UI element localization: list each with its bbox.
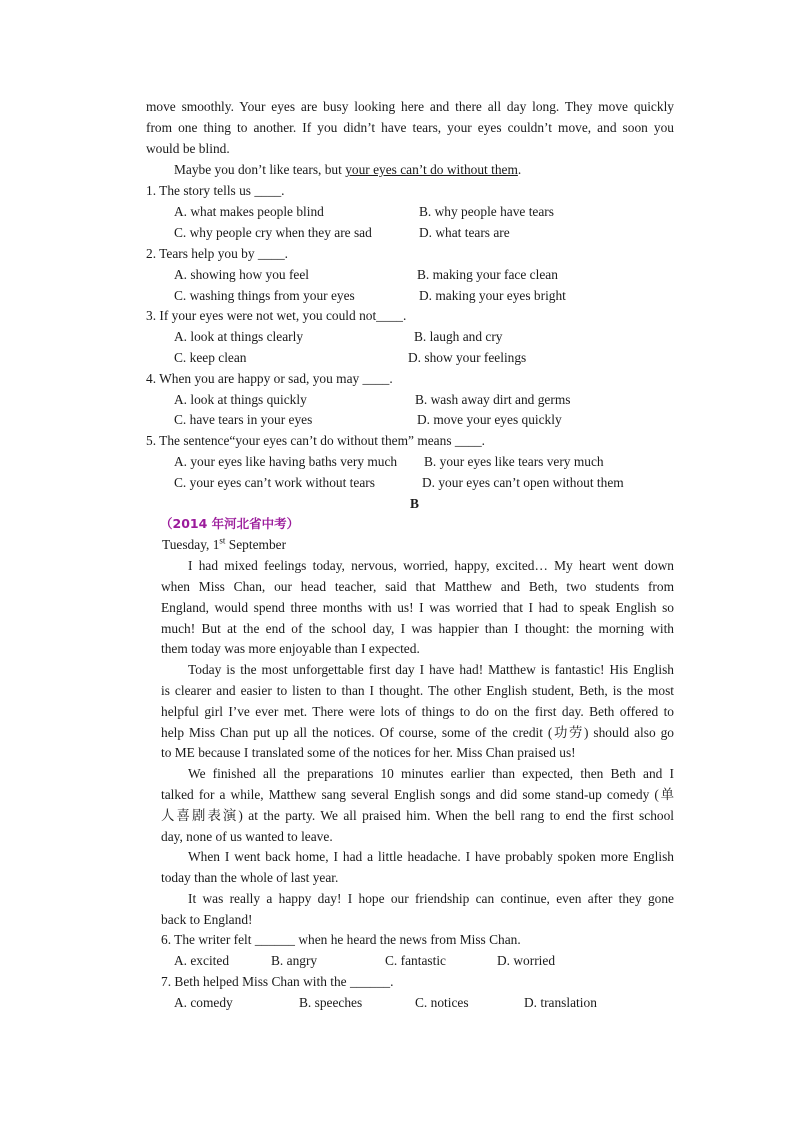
passage-line: from one thing to another. If you didn’t have tears, your eyes couldn’t move, and soon you [146, 120, 674, 135]
passage-line [174, 159, 521, 180]
option-d: D. worried [497, 953, 556, 968]
passage-line: would be blind. [146, 141, 230, 156]
passage-text: Maybe you don’t like tears, but [174, 162, 346, 177]
underlined-phrase: your eyes can’t do without them [345, 162, 518, 177]
question-stem: 4. When you are happy or sad, you may ____. [146, 371, 393, 386]
passage-line: is clearer and easier to listen to than I thought. The other English student, Beth, is the most [161, 683, 674, 698]
passage-line: when Miss Chan, our head teacher, said that Matthew and Beth, two students from [161, 579, 674, 594]
passage-line: day, none of us wanted to leave. [161, 829, 333, 844]
passage-line: I had mixed feelings today, nervous, worried, happy, excited… My heart went down [188, 558, 674, 573]
passage-line: 人喜剧表演) at the party. We all praised him. When the bell rang to end the first school [161, 808, 674, 823]
option-c: C. your eyes can’t work without tears [174, 475, 375, 490]
date-text: September [225, 537, 287, 552]
option-d: D. move your eyes quickly [417, 412, 562, 427]
section-label: B [410, 496, 419, 511]
option-d: D. translation [524, 995, 597, 1010]
passage-line: England, would spend three months with us! I was worried that I had to speak English so [161, 600, 674, 615]
passage-line: We finished all the preparations 10 minutes earlier than expected, then Beth and I [188, 766, 674, 781]
option-c: C. keep clean [174, 350, 247, 365]
option-c: C. have tears in your eyes [174, 412, 313, 427]
source-tag: （2014 年河北省中考） [160, 516, 300, 531]
option-c: C. why people cry when they are sad [174, 225, 372, 240]
option-a: A. excited [174, 953, 230, 968]
passage-line: today than the whole of last year. [161, 870, 339, 885]
question-stem: 6. The writer felt ______ when he heard the news from Miss Chan. [161, 932, 521, 947]
passage-line: helpful girl I’ve ever met. There were lots of things to do on the first day. Beth offered to [161, 704, 674, 719]
option-c: C. fantastic [385, 953, 446, 968]
passage-line: It was really a happy day! I hope our friendship can continue, even after they gone [188, 891, 674, 906]
date-ordinal: st [219, 535, 226, 546]
option-b: B. wash away dirt and germs [415, 392, 571, 407]
option-a: A. your eyes like having baths very much [174, 454, 398, 469]
question-stem: 1. The story tells us ____. [146, 183, 285, 198]
passage-line: talked for a while, Matthew sang several English songs and did some stand-up comedy (单 [161, 787, 674, 802]
option-b: B. why people have tears [419, 204, 554, 219]
option-b: B. making your face clean [417, 267, 558, 282]
passage-text: . [517, 162, 522, 177]
option-d: D. what tears are [419, 225, 510, 240]
passage-line: help Miss Chan put up all the notices. Of course, some of the credit (功劳) should also go [161, 725, 674, 740]
passage-line: Today is the most unforgettable first day I have had! Matthew is fantastic! His English [188, 662, 674, 677]
question-stem: 2. Tears help you by ____. [146, 246, 288, 261]
date-text: Tuesday, 1 [162, 537, 220, 552]
passage-line: back to England! [161, 912, 253, 927]
passage-line: to ME because I translated some of the notices for her. Miss Chan praised us! [161, 745, 576, 760]
option-a: A. look at things clearly [174, 329, 304, 344]
option-a: A. what makes people blind [174, 204, 324, 219]
option-a: A. showing how you feel [174, 267, 310, 282]
passage-line: them today was more enjoyable than I expected. [161, 641, 420, 656]
option-d: D. your eyes can’t open without them [422, 475, 624, 490]
option-b: B. speeches [299, 995, 363, 1010]
option-d: D. show your feelings [408, 350, 527, 365]
option-a: A. look at things quickly [174, 392, 307, 407]
question-stem: 3. If your eyes were not wet, you could not____. [146, 308, 407, 323]
option-c: C. washing things from your eyes [174, 288, 355, 303]
question-stem: 5. The sentence“your eyes can’t do without them” means ____. [146, 433, 486, 448]
option-a: A. comedy [174, 995, 233, 1010]
option-d: D. making your eyes bright [419, 288, 566, 303]
question-stem: 7. Beth helped Miss Chan with the ______. [161, 974, 394, 989]
passage-line: much! But at the end of the school day, I was happier than I thought: the morning with [161, 621, 674, 636]
diary-date [162, 534, 286, 555]
passage-line: When I went back home, I had a little headache. I have probably spoken more English [188, 849, 674, 864]
option-b: B. laugh and cry [414, 329, 503, 344]
option-b: B. angry [271, 953, 318, 968]
option-b: B. your eyes like tears very much [424, 454, 604, 469]
passage-line: move smoothly. Your eyes are busy looking here and there all day long. They move quickly [146, 99, 674, 114]
option-c: C. notices [415, 995, 469, 1010]
